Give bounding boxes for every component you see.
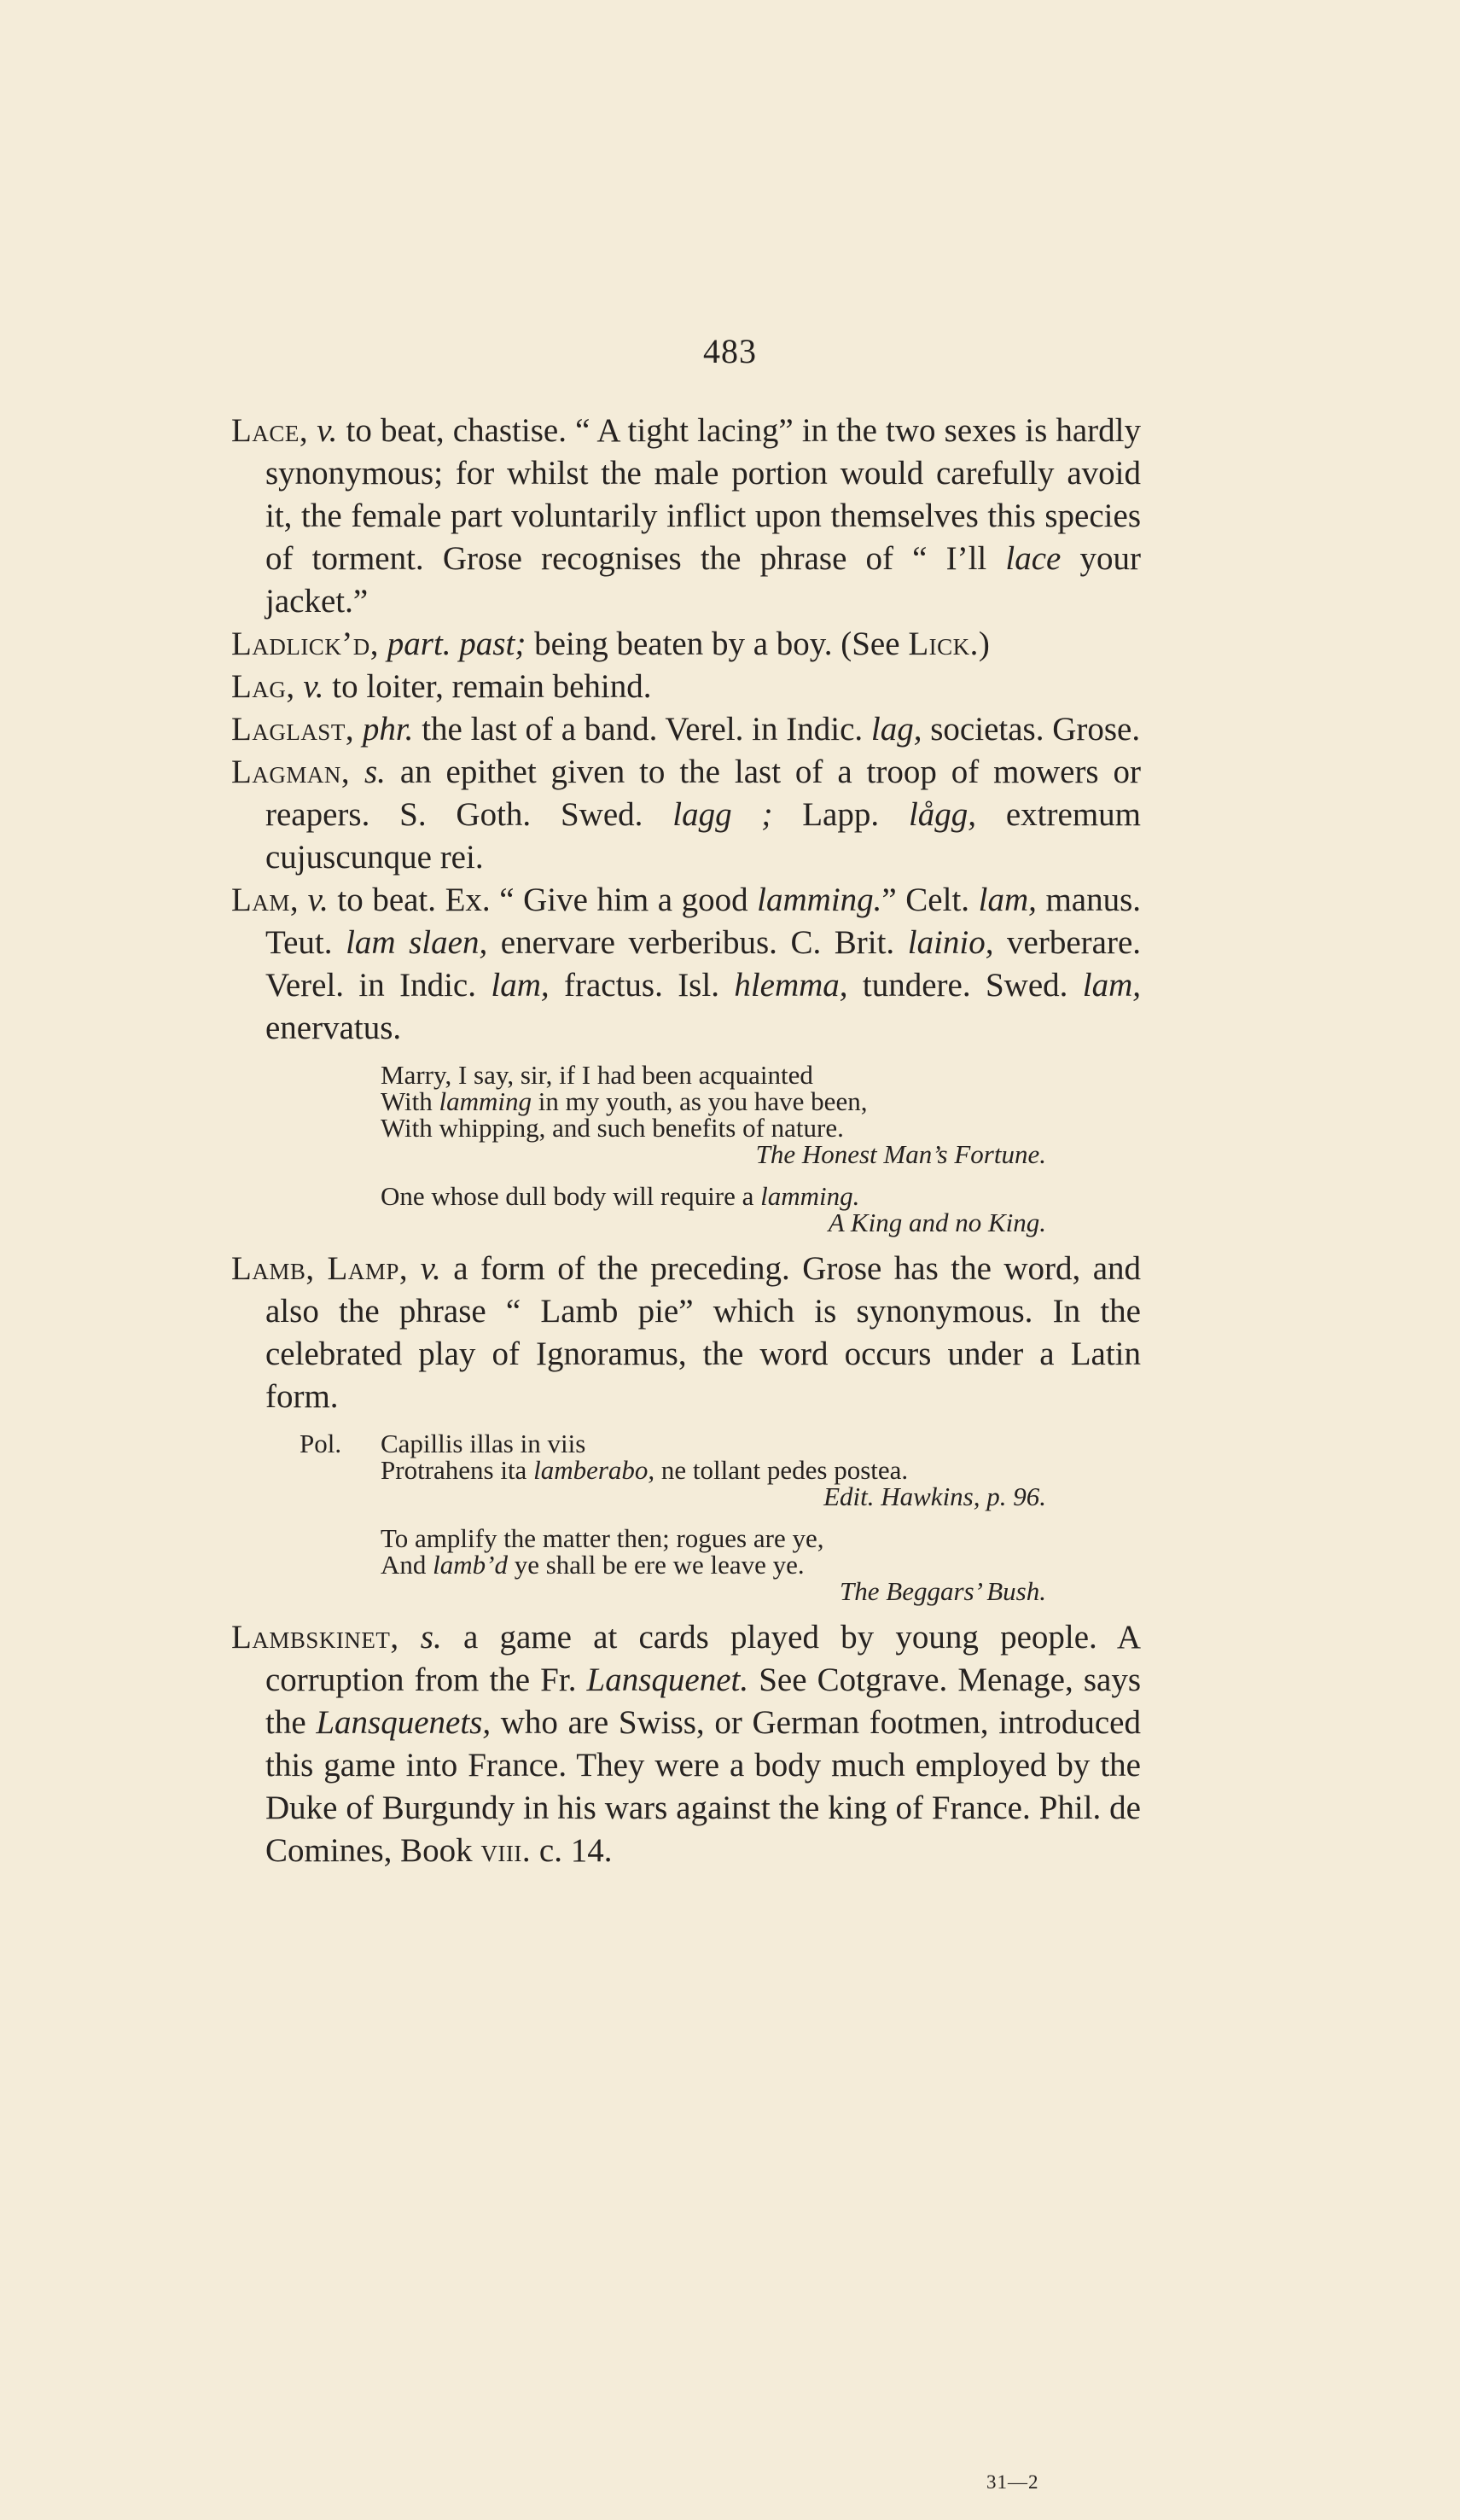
text-run: the last of a band. Verel. in Indic. (413, 711, 871, 748)
text-run: to loiter, remain behind. (323, 668, 652, 705)
italic-text: s. (364, 754, 386, 790)
dictionary-entry (231, 623, 1141, 666)
italic-text: s. (420, 1619, 442, 1656)
text-run: societas. Grose. (922, 711, 1141, 748)
dictionary-entry (231, 879, 1141, 1050)
text-run (299, 882, 308, 918)
entry-headword: Laglast, (231, 711, 355, 748)
text-run: fractus. Isl. (549, 967, 735, 1004)
text-run: With whipping, and such benefits of nature. (381, 1113, 844, 1143)
text-run (350, 754, 364, 790)
text-run: being beaten by a boy. (See (526, 626, 909, 662)
quotation-line (381, 1088, 1046, 1115)
italic-text: lam, (491, 967, 550, 1004)
page-number: 483 (703, 332, 757, 370)
entry-headword: Lamb, Lamp, (231, 1250, 409, 1287)
dictionary-entry (231, 666, 1141, 708)
entry-headword: Lagman, (231, 754, 351, 790)
quotation-line (381, 1457, 1046, 1483)
text-run: extremum cujuscunque rei. (265, 796, 1141, 876)
quotation-source: A King and no King. (828, 1208, 1046, 1237)
italic-text: lag, (870, 711, 922, 748)
small-caps-text: Lick. (908, 626, 979, 662)
quotation-block (381, 1062, 1046, 1167)
text-run: See Cotgrave. Menage, says the (265, 1662, 1141, 1741)
quotation-line (381, 1525, 1046, 1551)
entry-headword: Lambskinet, (231, 1619, 399, 1656)
text-run: manus. Teut. (265, 882, 1142, 961)
entry-headword: Lace, (231, 412, 309, 449)
text-run: an epithet given to the last of a troop of mowers or reapers. S. Goth. Swed. (265, 754, 1142, 833)
text-run: a game at cards played by young people. A corruption from the Fr. (265, 1619, 1142, 1698)
italic-text: Lansquenet. (586, 1662, 749, 1698)
text-run (379, 626, 387, 662)
dictionary-entry (231, 708, 1141, 751)
italic-text: v. (317, 412, 338, 449)
dictionary-entry (231, 1616, 1141, 1872)
text-run: ye shall be ere we leave ye. (507, 1550, 805, 1580)
italic-text: hlemma, (734, 967, 848, 1004)
text-run: c. 14. (531, 1832, 613, 1869)
text-run: Lapp. (772, 796, 909, 833)
quotation-source: The Beggars’ Bush. (840, 1576, 1046, 1606)
quotation-line (381, 1183, 1046, 1209)
italic-text: lam, (978, 882, 1037, 918)
quotation-line (300, 1429, 1046, 1458)
quotation-line (381, 1551, 1046, 1578)
text-run: tundere. Swed. (847, 967, 1083, 1004)
text-run: in my youth, as you have been, (532, 1086, 868, 1116)
italic-text: lainio, (907, 924, 994, 961)
quotation-source: Edit. Hawkins, p. 96. (823, 1481, 1046, 1511)
italic-text: lam slaen, (346, 924, 488, 961)
small-caps-text: viii. (480, 1832, 532, 1869)
text-run: ” Celt. (881, 882, 979, 918)
quotation-line (381, 1062, 1046, 1088)
italic-text: phr. (362, 711, 414, 748)
italic-text: Lansquenets, (316, 1704, 492, 1741)
italic-text: lam, (1082, 967, 1141, 1004)
text-run (354, 711, 363, 748)
quotation-block (381, 1183, 1046, 1236)
italic-text: lamb’d (433, 1550, 508, 1580)
quotation-block (300, 1429, 1046, 1511)
dictionary-entry (231, 410, 1141, 623)
dictionary-entry (231, 1248, 1141, 1418)
text-run: who are Swiss, or German footmen, introduced this game into France. They were a body much employed by the Duke of Burgundy in his wars against the king of France. Phil. de Comines, Book (265, 1704, 1141, 1869)
italic-text: v. (303, 668, 324, 705)
text-run: enervatus. (265, 1010, 402, 1046)
text-run: to beat, chastise. “ A tight lacing” in the two sexes is hardly synonymous; for whilst the male portion would carefully avoid it, the female part voluntarily inflict upon themselves this species of torment. Grose recognises the phrase of “ I’ll (265, 412, 1141, 577)
italic-text: part. past; (387, 626, 526, 662)
italic-text: lamming. (757, 882, 882, 918)
italic-text: v. (307, 882, 329, 918)
text-run: ne tollant pedes postea. (654, 1455, 909, 1485)
text-run: verberare. Verel. in Indic. (265, 924, 1142, 1004)
quotation-line (381, 1115, 1046, 1141)
text-run: Marry, I say, sir, if I had been acquainted (381, 1060, 813, 1090)
dictionary-entry (231, 751, 1141, 879)
text-run (408, 1250, 420, 1287)
italic-text: lågg, (908, 796, 977, 833)
text-run (399, 1619, 421, 1656)
text-run: With (381, 1086, 439, 1116)
text-run: ) (978, 626, 990, 662)
italic-text: lagg ; (672, 796, 773, 833)
italic-text: lace (1005, 540, 1062, 577)
dictionary-entries (231, 410, 1141, 1872)
text-run: Capillis illas in viis (381, 1429, 586, 1458)
text-run: to beat. Ex. “ Give him a good (328, 882, 758, 918)
entry-headword: Lag, (231, 668, 295, 705)
italic-text: lamming (439, 1086, 532, 1116)
entry-headword: Lam, (231, 882, 300, 918)
text-run: your jacket.” (265, 540, 1141, 620)
text-run: enervare verberibus. C. Brit. (487, 924, 908, 961)
quotation-source: The Honest Man’s Fortune. (755, 1139, 1046, 1169)
entry-headword: Ladlick’d, (231, 626, 380, 662)
text-run: To amplify the matter then; rogues are ye, (381, 1523, 824, 1553)
text-run: One whose dull body will require a (381, 1181, 761, 1211)
quotation-block (381, 1525, 1046, 1604)
text-run: And (381, 1550, 433, 1580)
text-run: Protrahens ita (381, 1455, 534, 1485)
text-run: a form of the preceding. Grose has the word, and also the phrase “ Lamb pie” which is synonymous. In the celebrated play of Ignoramus, the word occurs under a Latin form. (265, 1250, 1141, 1415)
italic-text: lamming. (760, 1181, 860, 1211)
signature-mark: 31—2 (986, 2471, 1039, 2493)
text-run (295, 668, 304, 705)
italic-text: lamberabo, (533, 1455, 655, 1485)
text-run (308, 412, 317, 449)
italic-text: v. (420, 1250, 441, 1287)
quotation-speaker: Pol. (300, 1429, 342, 1458)
